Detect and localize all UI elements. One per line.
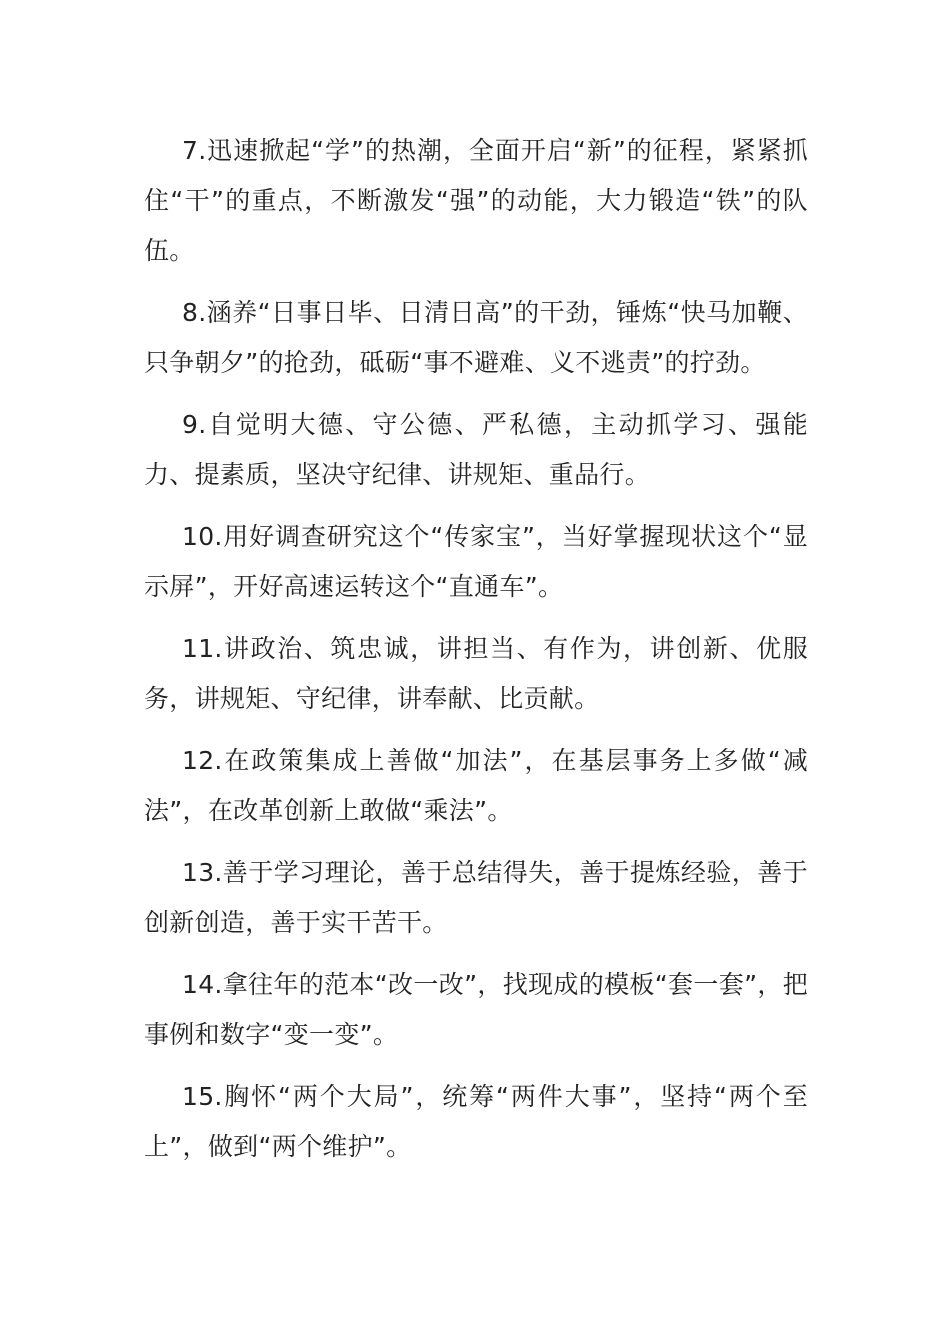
paragraph-10: 10.用好调查研究这个“传家宝”，当好掌握现状这个“显示屏”，开好高速运转这个“直通车”。: [144, 522, 808, 601]
document-body: [144, 126, 808, 1184]
paragraph-9: 9.自觉明大德、守公德、严私德，主动抓学习、强能力、提素质，坚决守纪律、讲规矩、重品行。: [144, 410, 808, 489]
paragraph-15: 15.胸怀“两个大局”，统筹“两件大事”，坚持“两个至上”，做到“两个维护”。: [144, 1082, 808, 1161]
paragraph-11: 11.讲政治、筑忠诚，讲担当、有作为，讲创新、优服务，讲规矩、守纪律，讲奉献、比贡献。: [144, 634, 808, 713]
paragraph-8: 8.涵养“日事日毕、日清日高”的干劲，锤炼“快马加鞭、只争朝夕”的抢劲，砥砺“事不避难、义不逃责”的拧劲。: [144, 298, 808, 377]
paragraph-13: 13.善于学习理论，善于总结得失，善于提炼经验，善于创新创造，善于实干苦干。: [144, 858, 808, 937]
paragraph-14: 14.拿往年的范本“改一改”，找现成的模板“套一套”，把事例和数字“变一变”。: [144, 970, 808, 1049]
paragraph-12: 12.在政策集成上善做“加法”，在基层事务上多做“减法”，在改革创新上敢做“乘法”。: [144, 746, 808, 825]
paragraph-7: 7.迅速掀起“学”的热潮，全面开启“新”的征程，紧紧抓住“干”的重点，不断激发“强”的动能，大力锻造“铁”的队伍。: [144, 136, 808, 265]
